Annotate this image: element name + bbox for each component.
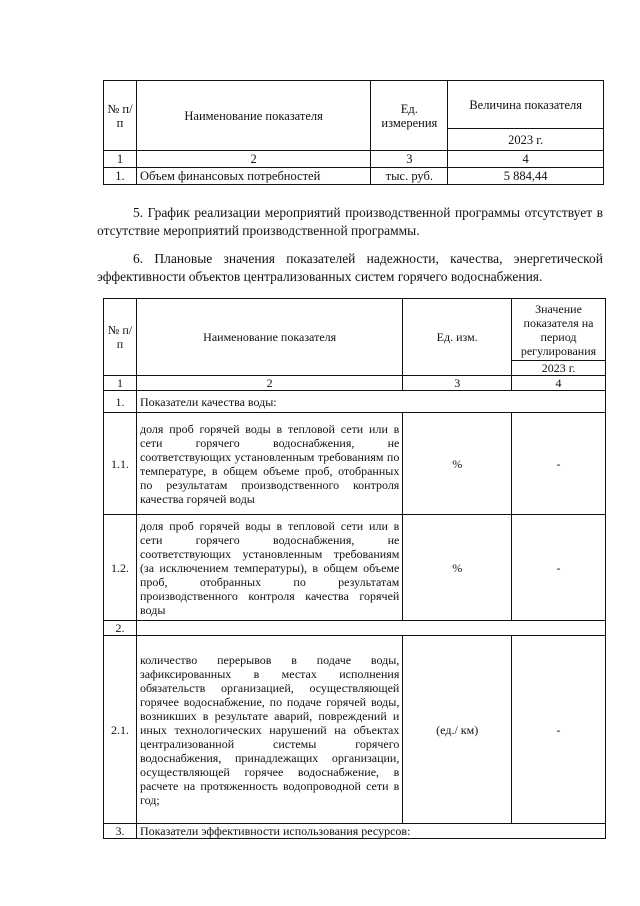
t1-header-unit: Ед. измерения: [371, 81, 448, 151]
row-value: -: [512, 515, 606, 621]
t1-row-name: Объем финансовых потребностей: [136, 168, 370, 185]
t2-colnum: 2: [136, 376, 402, 391]
row-num: 2.1.: [104, 636, 137, 824]
paragraph-6-text: 6. Плановые значения показателей надежности, качества, энергетической эффективности объектов централизованных систем горячего водоснабжения.: [97, 251, 603, 284]
t1-row-value: 5 884,44: [448, 168, 604, 185]
t1-header-num: № п/п: [104, 81, 137, 151]
financial-needs-table: [103, 80, 604, 185]
row-unit: (ед./ км): [403, 636, 512, 824]
t1-row-unit: тыс. руб.: [371, 168, 448, 185]
table-row: [104, 824, 606, 839]
t2-colnum: 4: [512, 376, 606, 391]
t1-colnum: 2: [136, 151, 370, 168]
t1-colnum: 4: [448, 151, 604, 168]
t2-colnum: 1: [104, 376, 137, 391]
section-title: [136, 621, 605, 636]
t2-header-name: Наименование показателя: [136, 299, 402, 376]
row-value: -: [512, 413, 606, 515]
paragraph-5: [97, 204, 603, 240]
row-num: 1.2.: [104, 515, 137, 621]
t1-header-name: Наименование показателя: [136, 81, 370, 151]
t2-header-num: № п/п: [104, 299, 137, 376]
table-row: [104, 391, 606, 413]
t1-colnum: 1: [104, 151, 137, 168]
t2-header-unit: Ед. изм.: [403, 299, 512, 376]
t2-header-year: 2023 г.: [512, 361, 606, 376]
t1-header-year: 2023 г.: [448, 129, 604, 151]
t1-header-value: Величина показателя: [448, 81, 604, 129]
indicators-table: [103, 298, 606, 839]
row-num: 1.1.: [104, 413, 137, 515]
t1-row-num: 1.: [104, 168, 137, 185]
row-value: -: [512, 636, 606, 824]
row-name: доля проб горячей воды в тепловой сети или в сети горячего водоснабжения, не соответствующих установленным требованиям по температуре, в общем объеме проб, отобранных по результатам производственного контроля качества горячей воды: [136, 413, 402, 515]
paragraph-6: [97, 250, 603, 286]
row-name: количество перерывов в подаче воды, зафиксированных в местах исполнения обязательств организацией, осуществляющей горячее водоснабжение, по подаче горячей воды, возникших в результате аварий, повреждений и иных технологических нарушений на объектах централизованной системы горячего водоснабжения, принадлежащих организации, осуществляющей горячее водоснабжение, в расчете на протяженность водопроводной сети в год;: [136, 636, 402, 824]
table-row: [104, 621, 606, 636]
t2-colnum: 3: [403, 376, 512, 391]
table-row: [104, 515, 606, 621]
table-row: [104, 413, 606, 515]
row-name: доля проб горячей воды в тепловой сети или в сети горячего водоснабжения, не соответствующих установленным требованиям (за исключением температуры), в общем объеме проб, отобранных по результатам производственного контроля качества горячей воды: [136, 515, 402, 621]
row-num: 1.: [104, 391, 137, 413]
row-unit: %: [403, 413, 512, 515]
section-title: Показатели качества воды:: [136, 391, 605, 413]
section-title: Показатели эффективности использования ресурсов:: [136, 824, 605, 839]
row-num: 2.: [104, 621, 137, 636]
t2-header-value: Значение показателя на период регулирования: [512, 299, 606, 361]
row-unit: %: [403, 515, 512, 621]
paragraph-5-text: 5. График реализации мероприятий производственной программы отсутствует в отсутствие мероприятий производственной программы.: [97, 205, 603, 238]
table-row: [104, 636, 606, 824]
row-num: 3.: [104, 824, 137, 839]
t1-colnum: 3: [371, 151, 448, 168]
